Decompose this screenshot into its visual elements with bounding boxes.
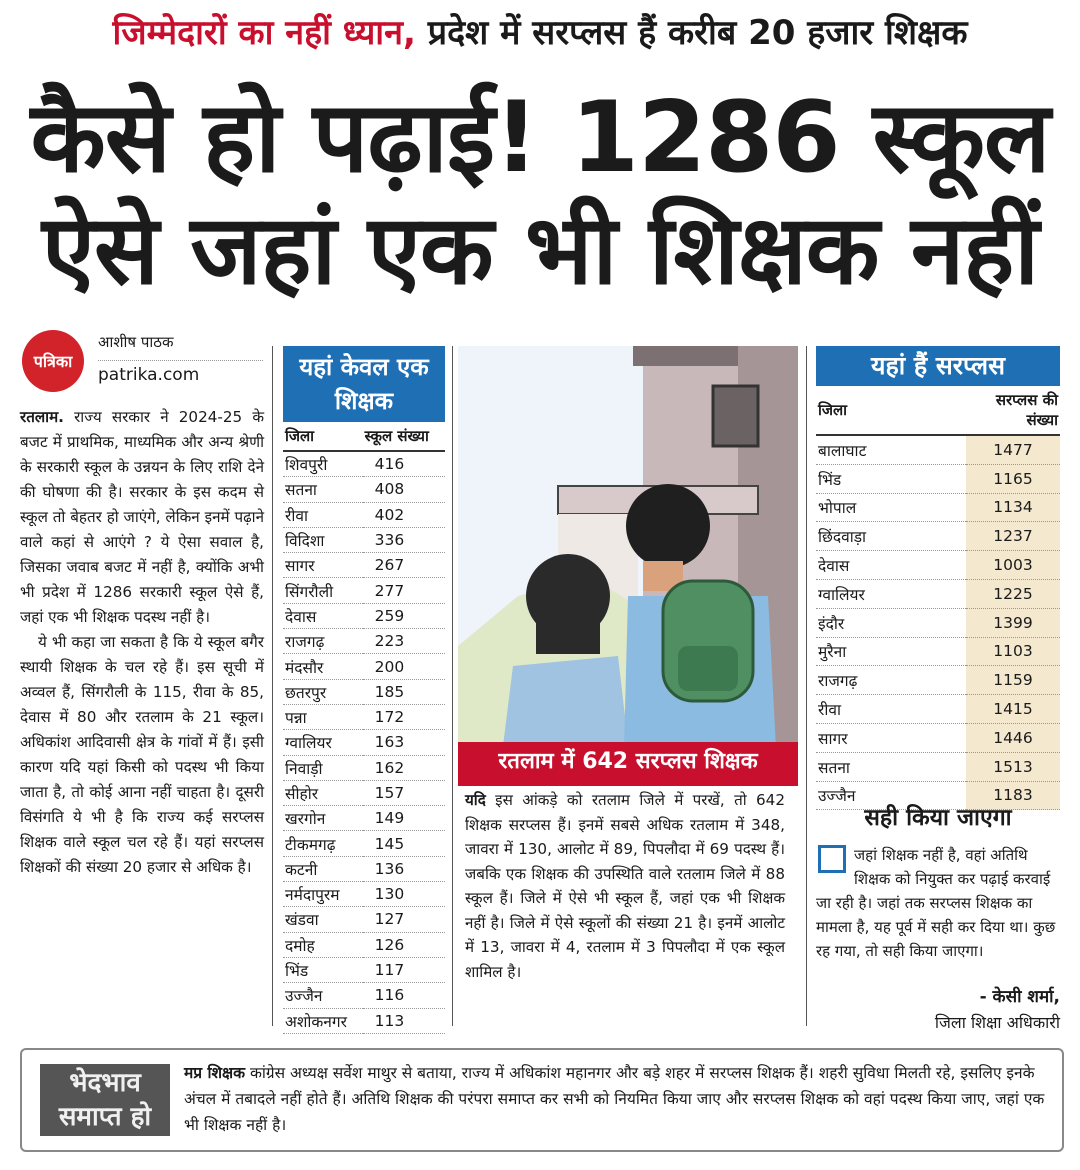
count-cell: 1183 (966, 781, 1060, 810)
author: आशीष पाठक (98, 333, 174, 351)
bottom-label-2: समाप्त हो (58, 1102, 152, 1132)
col-count: स्कूल संख्या (363, 422, 445, 451)
column-divider (806, 346, 807, 1026)
district-cell: ग्वालियर (816, 579, 966, 608)
bottom-body: कांग्रेस अध्यक्ष सर्वेश माथुर से बताया, राज्य में अधिकांश महानगर और बड़े शहर में सरप्लस शिक्षक हैं। शहरी सुविधा मिलती रहे, इसलिए इनके अंचल में तबादले नहीं होते हैं। अतिथि शिक्षक की परंपरा समाप्त कर सभी को नियमित किया जाए और सरप्लस शिक्षक को वहां पदस्थ किया जाए, जहां एक भी शिक्षक नहीं है। (184, 1064, 1045, 1134)
district-cell: भोपाल (816, 493, 966, 522)
count-cell: 1513 (966, 752, 1060, 781)
ratlam-caption: रतलाम में 642 सरप्लस शिक्षक (458, 742, 798, 782)
table-row (283, 578, 445, 603)
table-row (283, 755, 445, 780)
signature (816, 984, 1060, 1036)
count-cell: 200 (363, 654, 445, 679)
single-teacher-title: यहां केवल एक शिक्षक (283, 346, 445, 422)
district-cell: मंदसौर (283, 654, 363, 679)
district-cell: इंदौर (816, 608, 966, 637)
surplus-table (816, 346, 1060, 810)
building-window (713, 386, 758, 446)
district-cell: खंडवा (283, 907, 363, 932)
table-row (283, 553, 445, 578)
table-row (283, 502, 445, 527)
district-cell: ग्वालियर (283, 730, 363, 755)
district-cell: सतना (816, 752, 966, 781)
article-p1: राज्य सरकार ने 2024-25 के बजट में प्राथमिक, माध्यमिक और अन्य श्रेणी के सरकारी स्कूल के उन्नयन के लिए राशि देने की घोषणा की है। सरकार के इस कदम से स्कूल तो बेहतर हो जाएंगे, लेकिन इनमें पढ़ाने वाले कहां से आएंगे ? ये ऐसा सवाल है, जिसका जवाब बजट में नहीं है, क्योंकि अभी भी प्रदेश में 1286 सरकारी स्कूल ऐसे हैं, जहां एक भी शिक्षक पदस्थ नहीं है। (20, 408, 264, 626)
count-cell: 157 (363, 780, 445, 805)
count-cell: 136 (363, 856, 445, 881)
table-row (816, 637, 1060, 666)
count-cell: 277 (363, 578, 445, 603)
official-designation: जिला शिक्षा अधिकारी (934, 1013, 1060, 1032)
district-cell: दमोह (283, 932, 363, 957)
site-link[interactable]: patrika.com (98, 360, 263, 385)
district-cell: सतना (283, 477, 363, 502)
table-row (283, 831, 445, 856)
table-row (283, 856, 445, 881)
column-divider (272, 346, 273, 1026)
table-row (283, 451, 445, 477)
count-cell: 416 (363, 451, 445, 477)
count-cell: 1477 (966, 435, 1060, 464)
surplus-title: यहां हैं सरप्लस (816, 346, 1060, 386)
column-divider (452, 346, 453, 1026)
district-cell: अशोकनगर (283, 1008, 363, 1033)
district-cell: उज्जैन (283, 983, 363, 1008)
district-cell: उज्जैन (816, 781, 966, 810)
count-cell: 1165 (966, 464, 1060, 493)
count-cell: 185 (363, 679, 445, 704)
count-cell: 1399 (966, 608, 1060, 637)
district-cell: खरगोन (283, 806, 363, 831)
bottom-box (20, 1048, 1064, 1152)
table-row (283, 629, 445, 654)
district-cell: सागर (816, 723, 966, 752)
bottom-text (184, 1060, 1046, 1138)
quote-heading: सही किया जाएगा (864, 805, 1012, 831)
quote-body (816, 843, 1060, 963)
bottom-label-1: भेदभाव (69, 1068, 141, 1098)
table-row (283, 780, 445, 805)
official-name: - केसी शर्मा, (979, 987, 1060, 1007)
district-cell: भिंड (283, 957, 363, 982)
count-cell: 117 (363, 957, 445, 982)
count-cell: 113 (363, 1008, 445, 1033)
count-cell: 1159 (966, 666, 1060, 695)
table-row (283, 882, 445, 907)
table-row (816, 551, 1060, 580)
count-cell: 162 (363, 755, 445, 780)
byline (22, 330, 272, 390)
district-cell: राजगढ़ (816, 666, 966, 695)
table-row (283, 477, 445, 502)
table-row (283, 603, 445, 628)
district-cell: विदिशा (283, 527, 363, 552)
table-row (816, 579, 1060, 608)
article-p2: ये भी कहा जा सकता है कि ये स्कूल बगैर स्थायी शिक्षक के चल रहे हैं। इस सूची में अव्वल हैं, सिंगरौली के 115, रीवा के 85, देवास में 80 और रतलाम के 21 स्कूल। अधिकांश आदिवासी क्षेत्र के गांवों में हैं। इसी कारण यदि यहां किसी को पदस्थ भी किया जाता है, तो कोई आना नहीं चाहता है। दूसरी विसंगति ये भी है कि राज्य कई सरप्लस शिक्षक वाले स्कूल चल रहे हैं। यहां सरप्लस शिक्षकों की संख्या 20 हजार से अधिक है। (20, 633, 264, 876)
district-cell: रीवा (283, 502, 363, 527)
table-row (816, 695, 1060, 724)
patrika-logo: पत्रिका (22, 330, 84, 392)
table-row (816, 666, 1060, 695)
table-row (816, 723, 1060, 752)
table-row (283, 730, 445, 755)
district-cell: सिंगरौली (283, 578, 363, 603)
district-cell: निवाड़ी (283, 755, 363, 780)
district-cell: देवास (816, 551, 966, 580)
count-cell: 1237 (966, 522, 1060, 551)
single-teacher-table (283, 346, 445, 1034)
count-cell: 172 (363, 704, 445, 729)
quote-icon (818, 845, 846, 873)
kicker-red: जिम्मेदारों का नहीं ध्यान, (112, 13, 416, 53)
table-row (283, 704, 445, 729)
count-cell: 1103 (966, 637, 1060, 666)
count-cell: 408 (363, 477, 445, 502)
count-cell: 126 (363, 932, 445, 957)
kicker-rest: प्रदेश में सरप्लस हैं करीब 20 हजार शिक्षक (415, 13, 968, 53)
table-row (283, 932, 445, 957)
table-row (816, 522, 1060, 551)
table-row (283, 907, 445, 932)
article-body (20, 405, 264, 880)
count-cell: 1003 (966, 551, 1060, 580)
headline-line2: ऐसे जहां एक भी शिक्षक नहीं (41, 194, 1039, 306)
count-cell: 267 (363, 553, 445, 578)
count-cell: 116 (363, 983, 445, 1008)
count-cell: 130 (363, 882, 445, 907)
district-cell: मुरैना (816, 637, 966, 666)
table-row (816, 464, 1060, 493)
quote-text: जहां शिक्षक नहीं है, वहां अतिथि शिक्षक को नियुक्त कर पढ़ाई करवाई जा रही है। जहां तक सरप्लस शिक्षक का मामला है, यह पूर्व में सही कर दिया था। कुछ रह गया, तो सही किया जाएगा। (816, 846, 1056, 960)
table-row (283, 957, 445, 982)
count-cell: 1446 (966, 723, 1060, 752)
count-cell: 1225 (966, 579, 1060, 608)
students-illustration (458, 346, 798, 786)
col-surplus: सरप्लस की संख्या (966, 386, 1060, 435)
district-cell: कटनी (283, 856, 363, 881)
bottom-label (40, 1064, 170, 1136)
headline-line1: कैसे हो पढ़ाई! 1286 स्कूल (30, 81, 1050, 195)
district-cell: टीकमगढ़ (283, 831, 363, 856)
col-district: जिला (816, 386, 966, 435)
table-row (283, 806, 445, 831)
col-district: जिला (283, 422, 363, 451)
district-cell: देवास (283, 603, 363, 628)
table-row (283, 983, 445, 1008)
district-cell: शिवपुरी (283, 451, 363, 477)
ratlam-body: इस आंकड़े को रतलाम जिले में परखें, तो 642 शिक्षक सरप्लस हैं। इनमें सबसे अधिक रतलाम में 348, जावरा में 130, आलोट में 89, पिपलौदा में 69 पदस्थ हैं। जबकि एक शिक्षक की उपस्थिति वाले रतलाम जिले में 88 स्कूल हैं। जिले में ऐसे भी स्कूल हैं, जहां एक भी शिक्षक नहीं है। जिले में ऐसे स्कूलों की संख्या 21 है। इनमें आलोट में 13, जावरा में 4, रतलाम में 3 पिपलौदा में एक स्कूल शामिल है। (465, 791, 785, 981)
table-row (816, 493, 1060, 522)
table-row (283, 679, 445, 704)
kicker (0, 8, 1080, 54)
count-cell: 127 (363, 907, 445, 932)
table-row (283, 1008, 445, 1033)
count-cell: 402 (363, 502, 445, 527)
table-row (816, 435, 1060, 464)
count-cell: 336 (363, 527, 445, 552)
district-cell: रीवा (816, 695, 966, 724)
district-cell: छिंदवाड़ा (816, 522, 966, 551)
count-cell: 223 (363, 629, 445, 654)
count-cell: 1415 (966, 695, 1060, 724)
district-cell: छतरपुर (283, 679, 363, 704)
table-row (816, 608, 1060, 637)
count-cell: 163 (363, 730, 445, 755)
boy-hair (626, 484, 710, 568)
dateline: रतलाम. (20, 408, 64, 426)
bottom-lead: मप्र शिक्षक (184, 1064, 246, 1082)
district-cell: बालाघाट (816, 435, 966, 464)
count-cell: 259 (363, 603, 445, 628)
count-cell: 145 (363, 831, 445, 856)
count-cell: 1134 (966, 493, 1060, 522)
district-cell: सीहोर (283, 780, 363, 805)
district-cell: सागर (283, 553, 363, 578)
table-row (816, 752, 1060, 781)
count-cell: 149 (363, 806, 445, 831)
district-cell: भिंड (816, 464, 966, 493)
district-cell: नर्मदापुरम (283, 882, 363, 907)
district-cell: राजगढ़ (283, 629, 363, 654)
table-row (283, 654, 445, 679)
district-cell: पन्ना (283, 704, 363, 729)
ratlam-lead: यदि (465, 791, 486, 809)
table-row (283, 527, 445, 552)
ratlam-text (465, 788, 785, 984)
